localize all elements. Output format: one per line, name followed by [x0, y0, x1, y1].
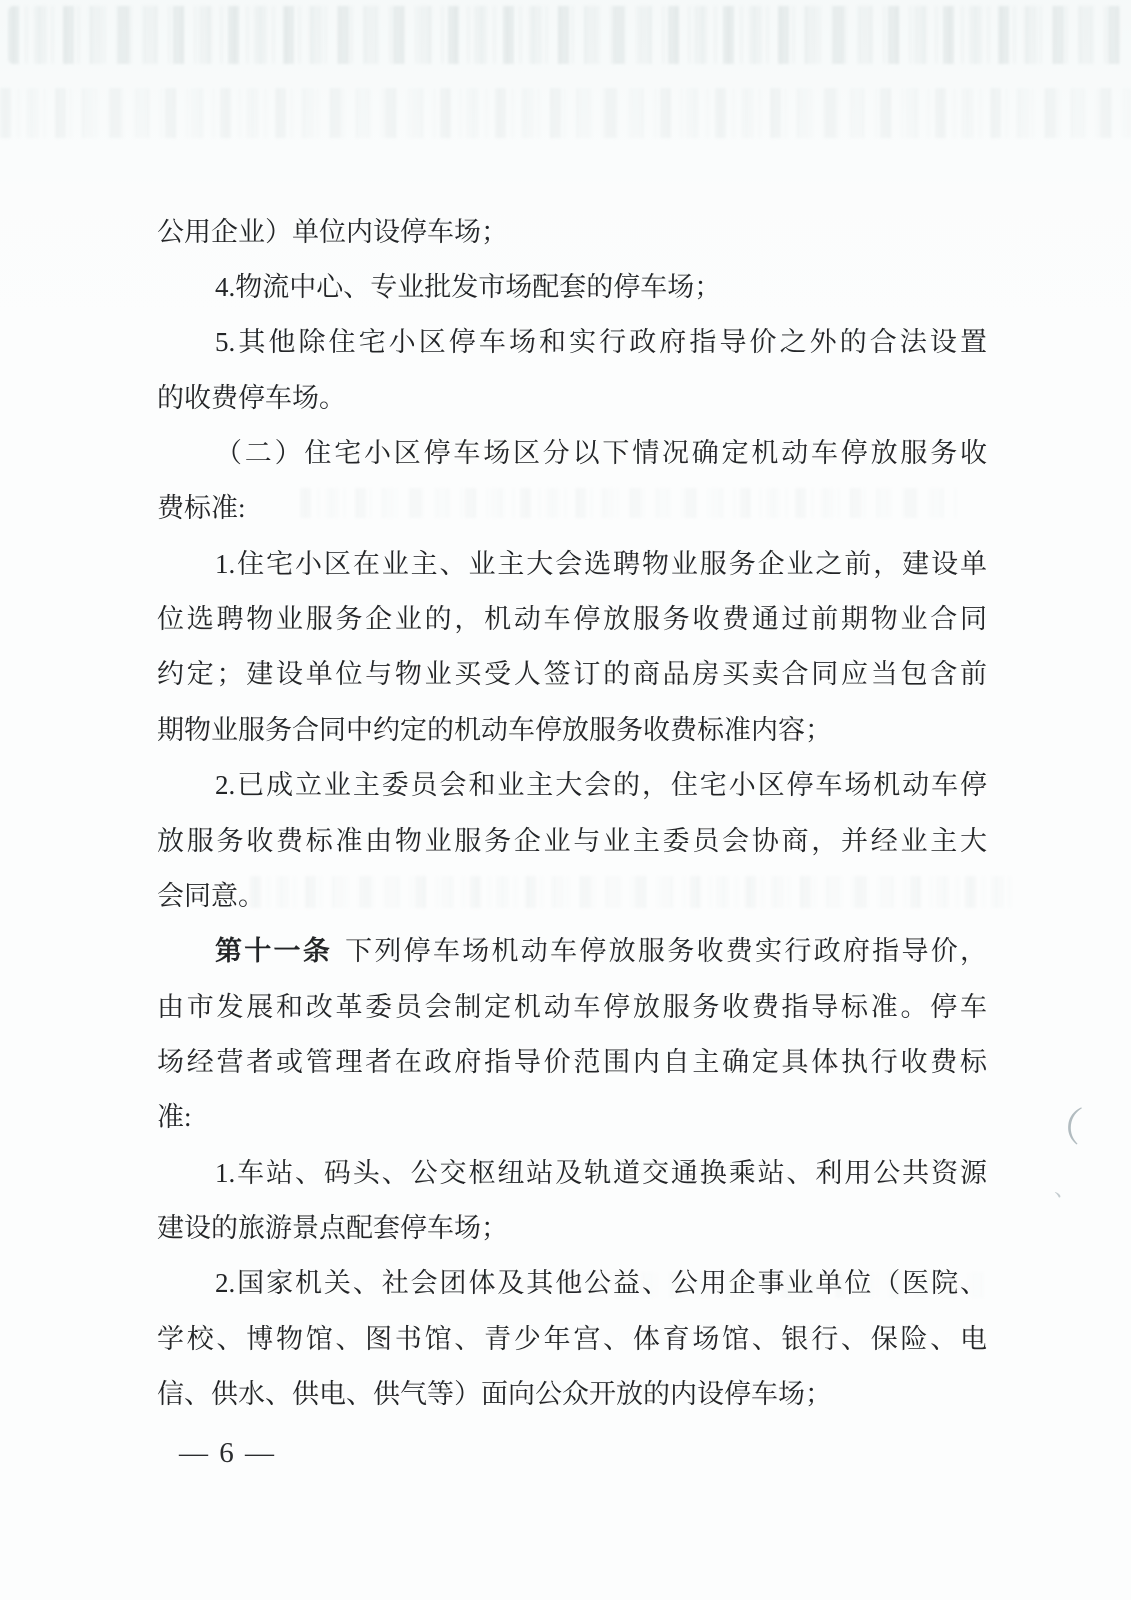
text-line: 约定；建设单位与物业买受人签订的商品房买卖合同应当包含前	[157, 659, 987, 689]
text-line: 放服务收费标准由物业服务企业与业主委员会协商，并经业主大	[157, 826, 987, 856]
text-line: 期物业服务合同中约定的机动车停放服务收费标准内容；	[157, 715, 832, 745]
text-line: （二）住宅小区停车场区分以下情况确定机动车停放服务收	[215, 438, 987, 468]
text-line: 1.住宅小区在业主、业主大会选聘物业服务企业之前，建设单	[215, 549, 987, 579]
text-line: 学校、博物馆、图书馆、青少年宫、体育场馆、银行、保险、电	[157, 1324, 987, 1354]
page-number: — 6 —	[179, 1437, 276, 1469]
pen-mark-artifact: （	[1039, 1100, 1085, 1151]
text-line: 会同意。	[157, 881, 265, 911]
text-line: 5.其他除住宅小区停车场和实行政府指导价之外的合法设置	[215, 327, 987, 357]
text-line: 第十一条 下列停车场机动车停放服务收费实行政府指导价，	[215, 936, 988, 966]
pen-dot-artifact: 、	[1054, 1176, 1077, 1201]
text-line: 信、供水、供电、供气等）面向公众开放的内设停车场；	[157, 1379, 832, 1409]
text-line: 公用企业）单位内设停车场；	[157, 217, 508, 247]
text-line: 由市发展和改革委员会制定机动车停放服务收费指导标准。停车	[157, 992, 987, 1022]
text-line: 1.车站、码头、公交枢纽站及轨道交通换乘站、利用公共资源	[215, 1158, 987, 1188]
text-line: 费标准:	[157, 493, 246, 523]
text-line: 4.物流中心、专业批发市场配套的停车场；	[215, 272, 722, 302]
text-line: 位选聘物业服务企业的，机动车停放服务收费通过前期物业合同	[157, 604, 987, 634]
text-line: 场经营者或管理者在政府指导价范围内自主确定具体执行收费标	[157, 1047, 987, 1077]
text-line: 的收费停车场。	[157, 383, 346, 413]
text-line: 2.已成立业主委员会和业主大会的，住宅小区停车场机动车停	[215, 770, 987, 800]
text-line: 2.国家机关、社会团体及其他公益、公用企事业单位（医院、	[215, 1268, 987, 1298]
text-line: 准:	[157, 1102, 192, 1132]
text-line: 建设的旅游景点配套停车场；	[157, 1213, 508, 1243]
article-number-label: 第十一条	[215, 936, 333, 966]
